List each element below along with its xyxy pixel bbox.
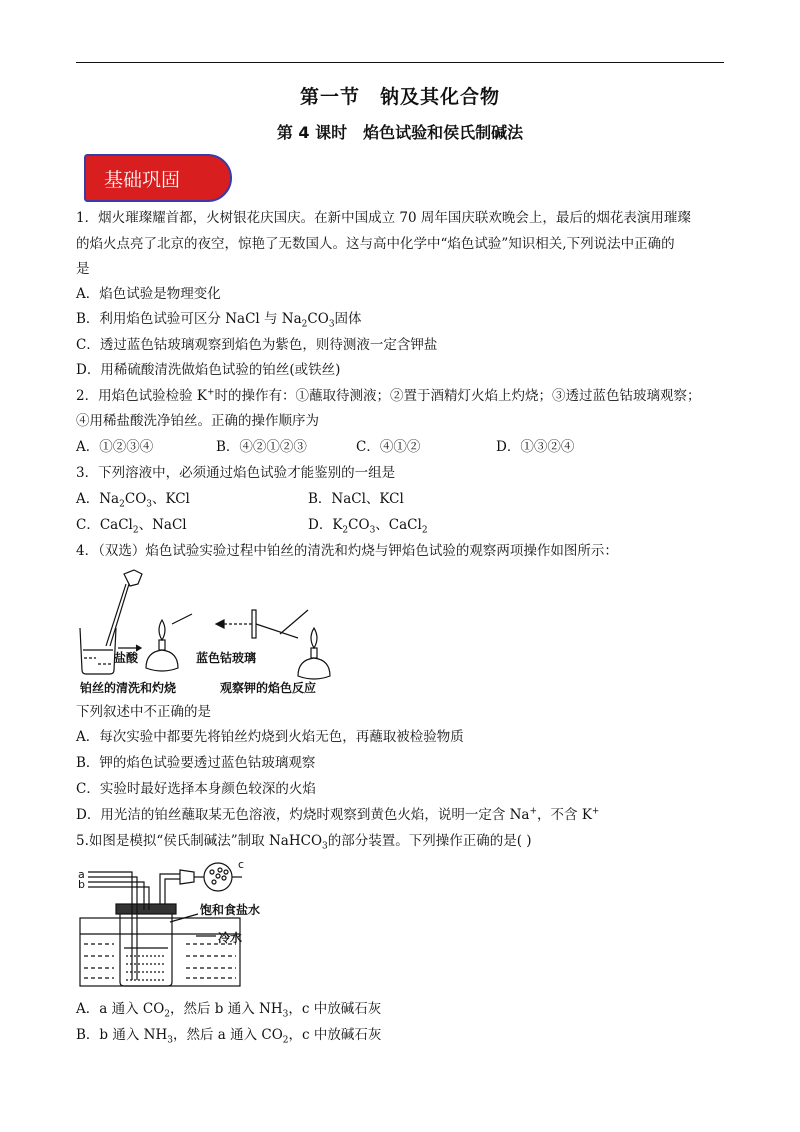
label-saturated-brine: 饱和食盐水 <box>200 903 261 917</box>
q1-option-a: A．焰色试验是物理变化 <box>76 286 221 302</box>
label-hydrochloric-acid: 盐酸 <box>114 651 139 665</box>
q1-line3: 是 <box>76 261 90 277</box>
caption-observe-potassium: 观察钾的焰色反应 <box>220 681 317 695</box>
q2-option-a: A．①②③④ <box>76 439 154 455</box>
q1-option-d: D．用稀硫酸清洗做焰色试验的铂丝(或铁丝) <box>76 362 341 378</box>
q2-line2: ④用稀盐酸洗净铂丝。正确的操作顺序为 <box>76 413 319 429</box>
q3-line1: 3．下列溶液中，必须通过焰色试验才能鉴别的一组是 <box>76 465 396 481</box>
q2-option-c: C．④①② <box>356 439 421 455</box>
q3-option-c: C．CaCl$_2$、NaCl <box>76 517 187 536</box>
q4-option-a: A．每次实验中都要先将铂丝灼烧到火焰无色，再蘸取被检验物质 <box>76 729 464 745</box>
q4-option-d: D．用光洁的铂丝蘸取某无色溶液，灼烧时观察到黄色火焰，说明一定含 Na+，不含 K+ <box>76 806 600 823</box>
q2-option-d: D．①③②④ <box>496 439 575 455</box>
q1-line1: 1．烟火璀璨耀首都，火树银花庆国庆。在新中国成立 70 周年国庆联欢晚会上，最后的烟花表演用璀璨 <box>76 210 691 226</box>
q3-option-b: B．NaCl、KCl <box>308 491 404 507</box>
q1-line2: 的焰火点亮了北京的夜空，惊艳了无数国人。这与高中化学中“焰色试验”知识相关,下列说法中正确的 <box>76 236 675 252</box>
q2-option-b: B．④②①②③ <box>216 439 307 455</box>
q3-option-d: D．$K_2CO_3$、CaCl$_2$ <box>308 517 428 536</box>
page-subtitle: 第 4 课时 焰色试验和侯氏制碱法 <box>276 123 524 142</box>
label-cold-water: 冷水 <box>218 931 243 945</box>
q1-option-b: B．利用焰色试验可区分 NaCl 与 $Na_2CO_3$固体 <box>76 311 362 330</box>
q5-option-b: B．b 通入 $NH_3$，然后 a 通入 $CO_2$，c 中放碱石灰 <box>76 1027 382 1046</box>
q1-option-c: C．透过蓝色钴玻璃观察到焰色为紫色，则待测液一定含钾盐 <box>76 337 438 353</box>
hou-process-apparatus <box>76 852 276 992</box>
q5-line1: 5.如图是模拟“侯氏制碱法”制取 NaHCO$_3$的部分装置。下列操作正确的是( ) <box>76 833 532 852</box>
q4-prompt: 下列叙述中不正确的是 <box>76 704 211 720</box>
header-rule <box>76 62 724 63</box>
q2-line1: 2．用焰色试验检验 K+时的操作有：①蘸取待测液；②置于酒精灯火焰上灼烧；③透过蓝色钴玻璃观察； <box>76 387 701 404</box>
q3-option-a: A．$Na_2CO_3$、KCl <box>76 491 190 510</box>
section-badge-label: 基础巩固 <box>104 169 181 191</box>
label-pipe-a: a <box>78 868 85 881</box>
q5-option-a: A．a 通入 $CO_2$，然后 b 通入 $NH_3$，c 中放碱石灰 <box>76 1001 382 1020</box>
caption-wash-and-burn: 铂丝的清洗和灼烧 <box>80 681 177 695</box>
q4-option-b: B．钾的焰色试验要透过蓝色钴玻璃观察 <box>76 755 316 771</box>
flame-test-figure <box>76 566 346 698</box>
label-drying-tube-c: c <box>238 858 245 871</box>
label-pipe-b: b <box>78 878 85 891</box>
q4-line1: 4．（双选）焰色试验实验过程中铂丝的清洗和灼烧与钾焰色试验的观察两项操作如图所示： <box>76 543 618 559</box>
section-badge <box>84 154 232 202</box>
label-cobalt-glass: 蓝色钴玻璃 <box>196 651 257 665</box>
q4-option-c: C．实验时最好选择本身颜色较深的火焰 <box>76 781 316 797</box>
page-title: 第一节 钠及其化合物 <box>299 86 500 108</box>
